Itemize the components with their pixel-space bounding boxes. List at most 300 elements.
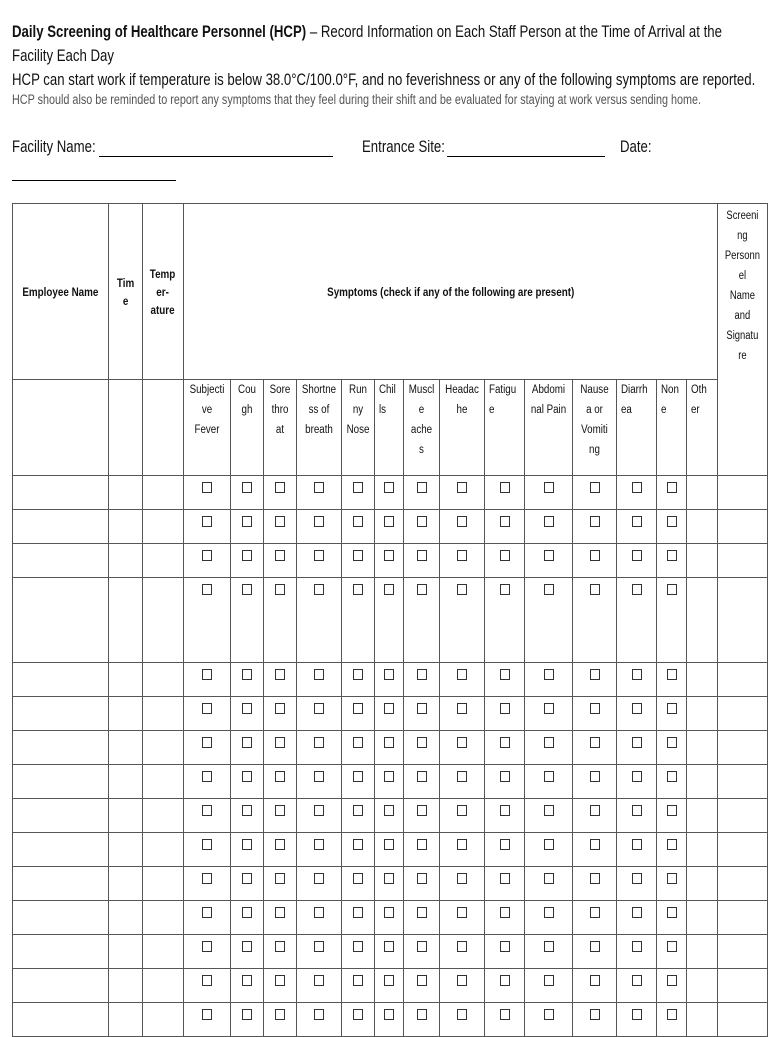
symptom-checkbox[interactable]	[353, 669, 363, 680]
symptom-checkbox[interactable]	[384, 669, 394, 680]
symptom-checkbox[interactable]	[590, 941, 600, 952]
symptom-checkbox[interactable]	[590, 873, 600, 884]
symptom-checkbox[interactable]	[457, 907, 467, 918]
symptom-checkbox[interactable]	[500, 550, 510, 561]
symptom-checkbox[interactable]	[353, 907, 363, 918]
symptom-checkbox[interactable]	[544, 516, 554, 527]
symptom-checkbox[interactable]	[353, 839, 363, 850]
symptom-checkbox[interactable]	[242, 482, 252, 493]
symptom-checkbox[interactable]	[544, 669, 554, 680]
symptom-checkbox[interactable]	[353, 771, 363, 782]
time-cell[interactable]	[109, 663, 143, 697]
symptom-checkbox[interactable]	[544, 584, 554, 595]
employee-name-cell[interactable]	[13, 578, 109, 663]
symptom-checkbox[interactable]	[667, 550, 677, 561]
symptom-checkbox[interactable]	[202, 584, 212, 595]
symptom-checkbox[interactable]	[242, 839, 252, 850]
symptom-checkbox[interactable]	[202, 941, 212, 952]
symptom-checkbox[interactable]	[242, 737, 252, 748]
employee-name-cell[interactable]	[13, 1003, 109, 1037]
symptom-checkbox[interactable]	[353, 703, 363, 714]
temperature-cell[interactable]	[143, 697, 184, 731]
symptom-checkbox[interactable]	[202, 516, 212, 527]
symptom-checkbox[interactable]	[314, 737, 324, 748]
symptom-checkbox[interactable]	[275, 737, 285, 748]
symptom-checkbox[interactable]	[457, 839, 467, 850]
symptom-cell	[264, 578, 297, 663]
symptom-cell[interactable]	[687, 697, 718, 731]
symptom-checkbox[interactable]	[632, 584, 642, 595]
symptom-checkbox[interactable]	[275, 1009, 285, 1020]
symptom-checkbox[interactable]	[632, 873, 642, 884]
symptom-checkbox[interactable]	[590, 805, 600, 816]
temperature-cell[interactable]	[143, 663, 184, 697]
symptom-checkbox[interactable]	[500, 839, 510, 850]
symptom-checkbox[interactable]	[417, 941, 427, 952]
symptom-checkbox[interactable]	[202, 1009, 212, 1020]
symptom-checkbox[interactable]	[314, 839, 324, 850]
symptom-checkbox[interactable]	[632, 550, 642, 561]
symptom-checkbox[interactable]	[384, 482, 394, 493]
symptom-checkbox[interactable]	[500, 482, 510, 493]
symptom-checkbox[interactable]	[417, 839, 427, 850]
symptom-checkbox[interactable]	[632, 771, 642, 782]
symptom-checkbox[interactable]	[384, 1009, 394, 1020]
symptom-checkbox[interactable]	[417, 1009, 427, 1020]
symptom-checkbox[interactable]	[202, 873, 212, 884]
symptom-checkbox[interactable]	[384, 771, 394, 782]
time-cell[interactable]	[109, 1003, 143, 1037]
symptom-checkbox[interactable]	[667, 584, 677, 595]
time-cell[interactable]	[109, 935, 143, 969]
symptom-checkbox[interactable]	[314, 805, 324, 816]
symptom-checkbox[interactable]	[590, 907, 600, 918]
symptom-checkbox[interactable]	[384, 516, 394, 527]
symptom-cell[interactable]	[687, 663, 718, 697]
symptom-checkbox[interactable]	[457, 482, 467, 493]
symptom-checkbox[interactable]	[500, 805, 510, 816]
temperature-cell[interactable]	[143, 510, 184, 544]
symptom-checkbox[interactable]	[314, 975, 324, 986]
table-row	[13, 901, 768, 935]
symptom-checkbox[interactable]	[590, 975, 600, 986]
symptom-checkbox[interactable]	[457, 516, 467, 527]
employee-name-cell[interactable]	[13, 799, 109, 833]
temperature-cell[interactable]	[143, 935, 184, 969]
symptom-cell[interactable]	[687, 901, 718, 935]
symptom-checkbox[interactable]	[314, 516, 324, 527]
symptom-checkbox[interactable]	[314, 550, 324, 561]
symptom-checkbox[interactable]	[314, 669, 324, 680]
symptom-checkbox[interactable]	[457, 703, 467, 714]
symptom-cell[interactable]	[687, 544, 718, 578]
symptom-checkbox[interactable]	[667, 771, 677, 782]
symptom-checkbox[interactable]	[457, 550, 467, 561]
symptom-cell	[573, 731, 617, 765]
symptom-checkbox[interactable]	[500, 771, 510, 782]
symptom-cell	[404, 765, 440, 799]
symptom-checkbox[interactable]	[384, 975, 394, 986]
symptom-checkbox[interactable]	[544, 839, 554, 850]
symptom-checkbox[interactable]	[417, 907, 427, 918]
employee-name-cell[interactable]	[13, 833, 109, 867]
temperature-cell[interactable]	[143, 833, 184, 867]
symptom-checkbox[interactable]	[632, 516, 642, 527]
symptom-checkbox[interactable]	[590, 584, 600, 595]
symptom-checkbox[interactable]	[417, 737, 427, 748]
symptom-checkbox[interactable]	[632, 1009, 642, 1020]
symptom-checkbox[interactable]	[417, 975, 427, 986]
symptom-checkbox[interactable]	[242, 771, 252, 782]
screener-signature-cell[interactable]	[718, 697, 768, 731]
symptom-cell	[404, 901, 440, 935]
symptom-checkbox[interactable]	[275, 873, 285, 884]
symptom-checkbox[interactable]	[544, 975, 554, 986]
time-cell[interactable]	[109, 799, 143, 833]
time-cell[interactable]	[109, 510, 143, 544]
symptom-checkbox[interactable]	[202, 805, 212, 816]
symptom-checkbox[interactable]	[384, 941, 394, 952]
employee-name-cell[interactable]	[13, 510, 109, 544]
time-cell[interactable]	[109, 969, 143, 1003]
symptom-checkbox[interactable]	[457, 873, 467, 884]
form-title: Daily Screening of Healthcare Personnel (HCP)	[12, 23, 307, 41]
symptom-checkbox[interactable]	[500, 1009, 510, 1020]
temperature-cell[interactable]	[143, 731, 184, 765]
symptom-checkbox[interactable]	[314, 482, 324, 493]
symptom-checkbox[interactable]	[384, 839, 394, 850]
date-field[interactable]	[12, 180, 176, 181]
screener-signature-cell[interactable]	[718, 510, 768, 544]
symptom-checkbox[interactable]	[544, 703, 554, 714]
symptom-checkbox[interactable]	[275, 482, 285, 493]
temperature-cell[interactable]	[143, 1003, 184, 1037]
symptom-checkbox[interactable]	[500, 975, 510, 986]
symptom-checkbox[interactable]	[275, 584, 285, 595]
screener-signature-cell[interactable]	[718, 901, 768, 935]
symptom-cell	[657, 765, 687, 799]
symptom-checkbox[interactable]	[417, 669, 427, 680]
symptom-checkbox[interactable]	[275, 907, 285, 918]
symptom-checkbox[interactable]	[667, 839, 677, 850]
symptom-checkbox[interactable]	[384, 805, 394, 816]
symptom-checkbox[interactable]	[353, 482, 363, 493]
symptom-checkbox[interactable]	[544, 1009, 554, 1020]
symptom-checkbox[interactable]	[353, 873, 363, 884]
symptom-checkbox[interactable]	[384, 873, 394, 884]
employee-name-cell[interactable]	[13, 544, 109, 578]
employee-name-cell[interactable]	[13, 697, 109, 731]
symptom-checkbox[interactable]	[590, 1009, 600, 1020]
symptom-checkbox[interactable]	[632, 737, 642, 748]
symptom-checkbox[interactable]	[314, 873, 324, 884]
symptom-cell[interactable]	[687, 935, 718, 969]
symptom-checkbox[interactable]	[632, 975, 642, 986]
time-cell[interactable]	[109, 697, 143, 731]
time-cell[interactable]	[109, 544, 143, 578]
symptom-checkbox[interactable]	[544, 737, 554, 748]
symptom-checkbox[interactable]	[202, 482, 212, 493]
symptom-checkbox[interactable]	[314, 703, 324, 714]
screener-signature-cell[interactable]	[718, 476, 768, 510]
symptom-checkbox[interactable]	[275, 941, 285, 952]
entrance-site-label-text: Entrance Site:	[362, 138, 445, 156]
time-cell[interactable]	[109, 867, 143, 901]
symptom-checkbox[interactable]	[275, 975, 285, 986]
symptom-checkbox[interactable]	[457, 805, 467, 816]
symptom-checkbox[interactable]	[417, 703, 427, 714]
symptom-cell	[375, 765, 404, 799]
symptom-cell	[525, 510, 573, 544]
symptom-checkbox[interactable]	[275, 550, 285, 561]
symptom-checkbox[interactable]	[667, 482, 677, 493]
symptom-checkbox[interactable]	[667, 1009, 677, 1020]
screener-signature-cell[interactable]	[718, 935, 768, 969]
time-cell[interactable]	[109, 901, 143, 935]
screener-signature-cell[interactable]	[718, 544, 768, 578]
temperature-cell[interactable]	[143, 578, 184, 663]
symptom-checkbox[interactable]	[275, 703, 285, 714]
employee-name-cell[interactable]	[13, 663, 109, 697]
symptom-checkbox[interactable]	[417, 771, 427, 782]
symptom-checkbox[interactable]	[590, 771, 600, 782]
symptom-checkbox[interactable]	[417, 550, 427, 561]
employee-name-cell[interactable]	[13, 731, 109, 765]
symptom-checkbox[interactable]	[632, 669, 642, 680]
symptom-checkbox[interactable]	[544, 550, 554, 561]
symptom-checkbox[interactable]	[202, 550, 212, 561]
symptom-checkbox[interactable]	[544, 907, 554, 918]
symptom-cell	[617, 697, 657, 731]
time-cell[interactable]	[109, 731, 143, 765]
symptom-checkbox[interactable]	[667, 907, 677, 918]
symptom-checkbox[interactable]	[500, 907, 510, 918]
employee-name-cell[interactable]	[13, 969, 109, 1003]
symptom-checkbox[interactable]	[202, 907, 212, 918]
temperature-header-text: er-	[156, 284, 170, 299]
symptom-checkbox[interactable]	[353, 941, 363, 952]
symptom-checkbox[interactable]	[457, 941, 467, 952]
symptom-checkbox[interactable]	[384, 703, 394, 714]
symptom-checkbox[interactable]	[667, 669, 677, 680]
symptom-cell	[440, 1003, 485, 1037]
symptom-checkbox[interactable]	[353, 584, 363, 595]
symptom-cell[interactable]	[687, 799, 718, 833]
symptom-checkbox[interactable]	[544, 771, 554, 782]
symptom-checkbox[interactable]	[457, 669, 467, 680]
symptom-checkbox[interactable]	[667, 737, 677, 748]
symptom-checkbox[interactable]	[202, 737, 212, 748]
symptom-cell[interactable]	[687, 969, 718, 1003]
screener-signature-cell[interactable]	[718, 731, 768, 765]
symptom-checkbox[interactable]	[202, 975, 212, 986]
screener-signature-cell[interactable]	[718, 578, 768, 663]
symptom-checkbox[interactable]	[242, 975, 252, 986]
symptom-checkbox[interactable]	[242, 805, 252, 816]
employee-name-cell[interactable]	[13, 765, 109, 799]
symptom-checkbox[interactable]	[667, 941, 677, 952]
symptom-checkbox[interactable]	[590, 703, 600, 714]
employee-name-cell[interactable]	[13, 935, 109, 969]
symptom-checkbox[interactable]	[500, 584, 510, 595]
symptom-checkbox[interactable]	[202, 669, 212, 680]
symptom-checkbox[interactable]	[242, 516, 252, 527]
employee-name-cell[interactable]	[13, 901, 109, 935]
symptom-checkbox[interactable]	[544, 873, 554, 884]
symptom-checkbox[interactable]	[590, 839, 600, 850]
symptom-checkbox[interactable]	[500, 703, 510, 714]
symptom-checkbox[interactable]	[242, 907, 252, 918]
symptom-checkbox[interactable]	[353, 805, 363, 816]
symptom-checkbox[interactable]	[417, 805, 427, 816]
symptom-cell[interactable]	[687, 510, 718, 544]
symptom-checkbox[interactable]	[275, 839, 285, 850]
symptom-cell[interactable]	[687, 476, 718, 510]
symptom-checkbox[interactable]	[242, 1009, 252, 1020]
employee-name-cell[interactable]	[13, 476, 109, 510]
symptom-checkbox[interactable]	[590, 482, 600, 493]
symptom-cell[interactable]	[687, 833, 718, 867]
symptom-checkbox[interactable]	[667, 805, 677, 816]
symptom-checkbox[interactable]	[590, 737, 600, 748]
symptom-checkbox[interactable]	[353, 516, 363, 527]
symptom-cell	[440, 544, 485, 578]
symptom-checkbox[interactable]	[632, 907, 642, 918]
symptom-checkbox[interactable]	[590, 669, 600, 680]
symptom-checkbox[interactable]	[500, 873, 510, 884]
screener-signature-cell[interactable]	[718, 765, 768, 799]
symptom-checkbox[interactable]	[457, 771, 467, 782]
temperature-cell[interactable]	[143, 476, 184, 510]
symptom-cell	[573, 663, 617, 697]
symptom-checkbox[interactable]	[242, 669, 252, 680]
symptom-checkbox[interactable]	[275, 805, 285, 816]
symptom-checkbox[interactable]	[500, 941, 510, 952]
symptom-checkbox[interactable]	[353, 737, 363, 748]
symptom-checkbox[interactable]	[667, 873, 677, 884]
symptom-checkbox[interactable]	[457, 584, 467, 595]
symptom-label-text: er	[691, 404, 700, 416]
symptom-checkbox[interactable]	[275, 669, 285, 680]
temperature-cell[interactable]	[143, 799, 184, 833]
symptom-checkbox[interactable]	[632, 482, 642, 493]
temperature-cell[interactable]	[143, 544, 184, 578]
symptom-cell	[264, 901, 297, 935]
time-cell[interactable]	[109, 476, 143, 510]
symptom-checkbox[interactable]	[500, 737, 510, 748]
symptom-cell	[297, 901, 342, 935]
symptom-cell[interactable]	[687, 731, 718, 765]
temperature-cell[interactable]	[143, 765, 184, 799]
temperature-cell[interactable]	[143, 867, 184, 901]
symptom-checkbox[interactable]	[202, 703, 212, 714]
symptom-checkbox[interactable]	[242, 941, 252, 952]
symptom-checkbox[interactable]	[242, 550, 252, 561]
symptom-cell	[525, 935, 573, 969]
employee-name-cell[interactable]	[13, 867, 109, 901]
screener-signature-cell[interactable]	[718, 663, 768, 697]
symptom-checkbox[interactable]	[202, 771, 212, 782]
symptom-checkbox[interactable]	[632, 805, 642, 816]
symptom-checkbox[interactable]	[384, 550, 394, 561]
symptom-checkbox[interactable]	[353, 1009, 363, 1020]
symptom-checkbox[interactable]	[314, 907, 324, 918]
symptom-checkbox[interactable]	[275, 771, 285, 782]
symptom-checkbox[interactable]	[314, 941, 324, 952]
symptom-cell	[264, 867, 297, 901]
symptom-checkbox[interactable]	[667, 516, 677, 527]
symptom-checkbox[interactable]	[590, 550, 600, 561]
symptom-cell	[657, 1003, 687, 1037]
facility-name-field[interactable]	[99, 156, 333, 157]
screener-signature-cell[interactable]	[718, 799, 768, 833]
symptom-checkbox[interactable]	[242, 703, 252, 714]
symptom-checkbox[interactable]	[275, 516, 285, 527]
symptom-label-text: thro	[271, 404, 289, 416]
screener-signature-cell[interactable]	[718, 969, 768, 1003]
symptom-checkbox[interactable]	[457, 975, 467, 986]
temperature-cell[interactable]	[143, 901, 184, 935]
symptom-cell[interactable]	[687, 1003, 718, 1037]
time-cell[interactable]	[109, 833, 143, 867]
temperature-cell[interactable]	[143, 969, 184, 1003]
symptom-checkbox[interactable]	[667, 703, 677, 714]
symptom-cell[interactable]	[687, 867, 718, 901]
time-cell[interactable]	[109, 578, 143, 663]
symptom-checkbox[interactable]	[384, 907, 394, 918]
symptom-cell[interactable]	[687, 765, 718, 799]
symptom-checkbox[interactable]	[417, 584, 427, 595]
symptom-checkbox[interactable]	[242, 873, 252, 884]
symptom-checkbox[interactable]	[632, 839, 642, 850]
symptom-checkbox[interactable]	[457, 1009, 467, 1020]
symptom-checkbox[interactable]	[417, 482, 427, 493]
symptom-checkbox[interactable]	[353, 975, 363, 986]
symptom-checkbox[interactable]	[500, 669, 510, 680]
symptom-checkbox[interactable]	[384, 584, 394, 595]
symptom-checkbox[interactable]	[590, 516, 600, 527]
symptom-checkbox[interactable]	[417, 516, 427, 527]
symptoms-header	[184, 204, 718, 380]
screener-signature-cell[interactable]	[718, 867, 768, 901]
table-row	[13, 867, 768, 901]
symptom-checkbox[interactable]	[242, 584, 252, 595]
symptom-checkbox[interactable]	[417, 873, 427, 884]
symptom-checkbox[interactable]	[353, 550, 363, 561]
symptom-label-text: Nose	[346, 424, 370, 436]
symptom-cell	[525, 578, 573, 663]
screener-signature-cell[interactable]	[718, 1003, 768, 1037]
time-cell[interactable]	[109, 765, 143, 799]
screener-signature-cell[interactable]	[718, 833, 768, 867]
symptom-checkbox[interactable]	[314, 771, 324, 782]
symptom-cell[interactable]	[687, 578, 718, 663]
symptom-checkbox[interactable]	[632, 703, 642, 714]
symptom-checkbox[interactable]	[314, 584, 324, 595]
symptom-checkbox[interactable]	[667, 975, 677, 986]
symptom-checkbox[interactable]	[457, 737, 467, 748]
symptom-checkbox[interactable]	[544, 482, 554, 493]
symptom-cell	[657, 867, 687, 901]
symptom-checkbox[interactable]	[500, 516, 510, 527]
entrance-site-field[interactable]	[447, 156, 605, 157]
symptom-checkbox[interactable]	[314, 1009, 324, 1020]
symptom-checkbox[interactable]	[384, 737, 394, 748]
symptom-checkbox[interactable]	[202, 839, 212, 850]
symptom-checkbox[interactable]	[632, 941, 642, 952]
symptom-checkbox[interactable]	[544, 941, 554, 952]
symptom-checkbox[interactable]	[544, 805, 554, 816]
